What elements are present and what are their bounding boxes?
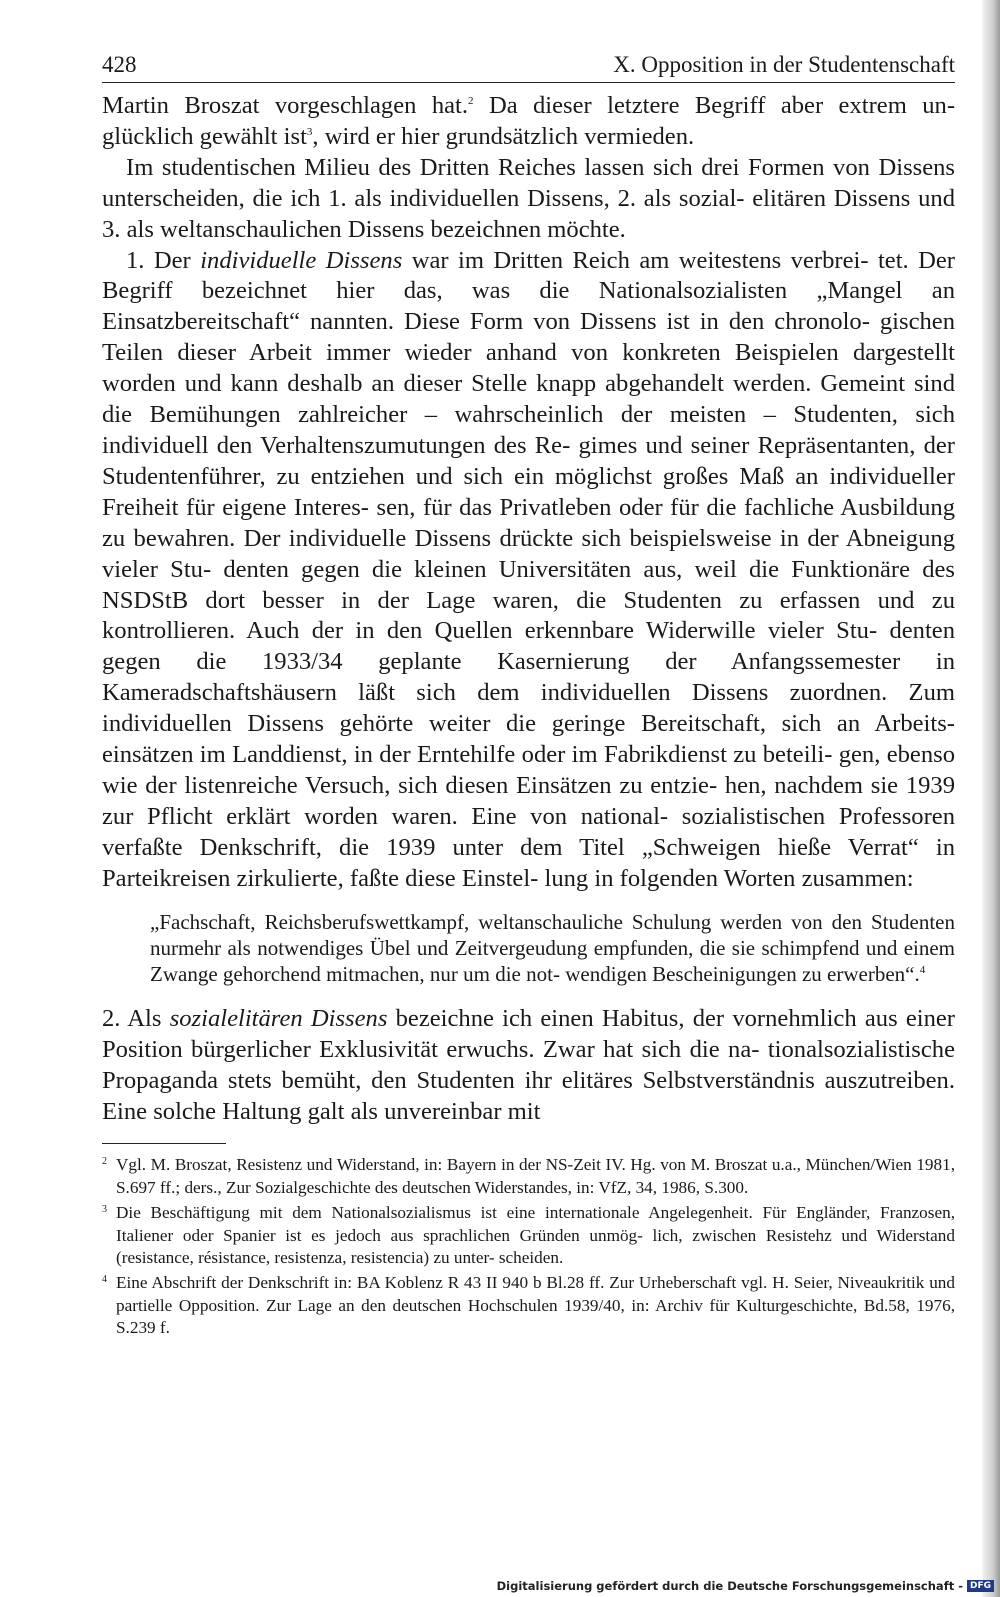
footnote-rule [102,1143,226,1144]
footnote-text: Vgl. M. Broszat, Resistenz und Widerstand, in: Bayern in der NS-Zeit IV. Hg. von M. Broszat u.a., München/Wien 1981, S.697 ff.; ders., Zur Sozialgeschichte des deutschen Widerstandes, in: VfZ, 34, 1986, S.300. [116,1155,955,1198]
page-header [102,44,955,83]
footnote-ref-2: 2 [468,94,474,107]
text-run: 1. Der [126,246,201,274]
footnote-2 [102,1154,955,1199]
footnote-mark: 3 [102,1203,107,1215]
page-edge-shadow [982,0,1000,1597]
text-run: Da dieser letztere Begriff aber extrem un- glücklich gewählt ist [102,92,956,150]
text-run: bezeichne ich einen Habitus, der vornehmlich aus einer Position bürgerlicher Exklusivität erwuchs. Zwar hat sich die na- tionalsozialistische Propaganda stets bemüht, den Studenten ihr elitäres Selbstverständnis auszutreiben. Eine solche Haltung galt als unvereinbar mit [102,1004,955,1125]
footnote-4 [102,1272,955,1340]
paragraph-3 [102,246,955,895]
text-run: war im Dritten Reich am weitestens verbrei- tet. Der Begriff bezeichnet hier das, was die Nationalsozialisten „Mangel an Einsatzbereitschaft“ nannten. Diese Form von Dissens ist in den chronolo- gischen Teilen dieser Arbeit immer wieder anhand von konkreten Beispielen dargestellt worden und kann deshalb an dieser Stelle knapp abgehandelt werden. Gemeint sind die Bemühungen zahlreicher – wahrscheinlich der meisten – Studenten, sich individuell den Verhaltenszumutungen des Re- gimes und seiner Repräsentanten, der Studentenführer, zu entziehen und sich ein möglichst großes Maß an individueller Freiheit für eigene Interes- sen, für das Privatleben oder für die fachliche Ausbildung zu bewahren. Der individuelle Dissens drückte sich beispielsweise in der Abneigung vieler Stu- denten gegen die kleinen Universitäten aus, weil die Funktionäre des NSDStB dort besser in der Lage waren, die Studenten zu erfassen und zu kontrollieren. Auch der in den Quellen erkennbare Widerwille vieler Stu- denten gegen die 1933/34 geplante Kasernierung der Anfangssemester in Kameradschaftshäusern läßt sich dem individuellen Dissens zuordnen. Zum individuellen Dissens gehörte weiter die geringe Bereitschaft, sich an Arbeits- einsätzen im Landdienst, in der Erntehilfe oder im Fabrikdienst zu beteili- gen, ebenso wie der listenreiche Versuch, sich diesen Einsätzen zu entzie- hen, nachdem sie 1939 zur Pflicht erklärt worden waren. Eine von national- sozialistischen Professoren verfaßte Denkschrift, die 1939 unter dem Titel „Schweigen hieße Verrat“ in Parteikreisen zirkulierte, faßte diese Einstel- lung in folgenden Worten zusammen: [102,246,955,892]
paragraph-1 [102,91,955,153]
footnote-mark: 4 [102,1273,107,1285]
text-run: , wird er hier grundsätzlich vermieden. [312,122,695,150]
footnote-text: Die Beschäftigung mit dem Nationalsozialismus ist eine internationale Angelegenheit. Für Engländer, Franzosen, Italiener oder Spanier ist es jedoch aus sprachlichen Gründen unmög- lich, zwischen Resistehz und Widerstand (resistance, résistance, resistenza, resistencia) zu unter- scheiden. [116,1202,955,1268]
dfg-logo: DFG [967,1580,994,1592]
footnote-ref-3: 3 [306,125,313,138]
page-number: 428 [102,52,137,77]
body-text [102,91,955,895]
emphasis-term: sozialelitären Dissens [169,1004,388,1032]
digitization-credit [497,1579,994,1593]
quote-text: „Fachschaft, Reichsberufswettkampf, weltanschauliche Schulung werden von den Studenten nurmehr als notwendiges Übel und Zeitvergeudung empfunden, die sie schimpfend und einem Zwange gehorchend mitmachen, nur um die not- wendigen Bescheinigungen zu erwerben“. [150,909,955,987]
book-page [102,44,955,1342]
paragraph-2: Im studentischen Milieu des Dritten Reiches lassen sich drei Formen von Dissens unterscheiden, die ich 1. als individuellen Dissens, 2. als sozial- elitären Dissens und 3. als weltanschaulichen Dissens bezeichnen möchte. [102,153,955,243]
footnote-ref-4: 4 [919,964,926,977]
text-run: Martin Broszat vorgeschlagen hat. [102,92,469,119]
emphasis-term: individuelle Dissens [200,246,403,274]
block-quote [150,909,955,988]
credit-text: Digitalisierung gefördert durch die Deutsche Forschungsgemeinschaft - [496,1579,963,1593]
running-head: X. Opposition in der Studentenschaft [613,52,955,77]
footnotes [102,1154,955,1340]
footnote-text: Eine Abschrift der Denkschrift in: BA Koblenz R 43 II 940 b Bl.28 ff. Zur Urheberschaft vgl. H. Seier, Niveaukritik und partielle Opposition. Zur Lage an den deutschen Hochschulen 1939/40, in: Archiv für Kulturgeschichte, Bd.58, 1976, S.239 f. [116,1272,955,1338]
footnote-3 [102,1202,955,1270]
paragraph-4 [102,1004,955,1128]
footnote-mark: 2 [102,1156,107,1168]
text-run: 2. Als [102,1004,170,1032]
